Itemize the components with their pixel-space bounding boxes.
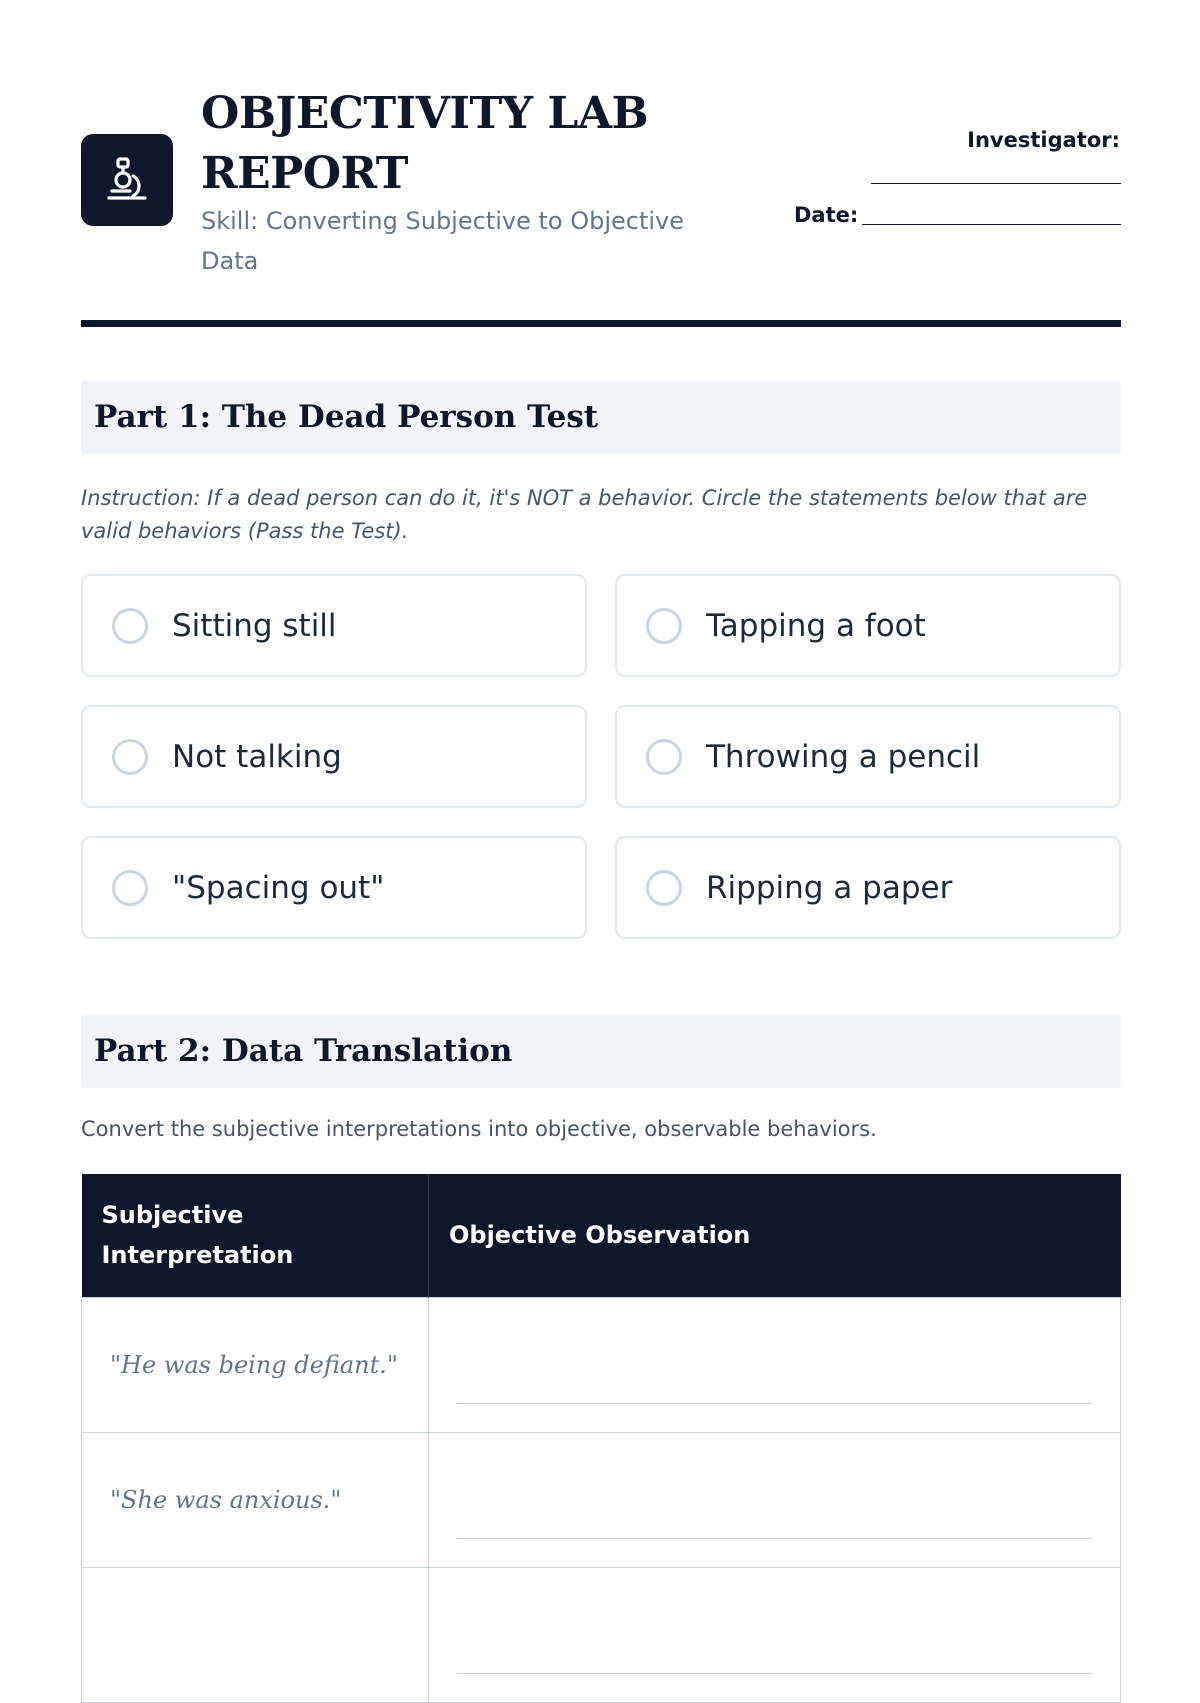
table-header-row (82, 1174, 1121, 1297)
answer-line (457, 1538, 1092, 1539)
radio-circle-icon[interactable] (646, 870, 682, 906)
option-ripping-a-paper[interactable] (615, 836, 1121, 939)
part1-instruction: Instruction: If a dead person can do it, it's NOT a behavior. Circle the statements below that are valid behaviors (Pass the Test). (81, 486, 1088, 543)
option-label: Not talking (172, 738, 342, 775)
table-row (82, 1297, 1121, 1432)
column-header-subjective: Subjective Interpretation (82, 1174, 429, 1297)
report-subtitle: Skill: Converting Subjective to Objective Data (201, 207, 684, 275)
table-row (82, 1432, 1121, 1567)
objective-answer-cell[interactable] (429, 1567, 1121, 1702)
option-label: Tapping a foot (706, 607, 926, 644)
option-label: Throwing a pencil (706, 738, 981, 775)
investigator-field[interactable] (871, 183, 1121, 184)
part2-section-header (81, 1015, 1121, 1088)
option-label: "Spacing out" (172, 869, 385, 906)
option-throwing-a-pencil[interactable] (615, 705, 1121, 808)
part2-instruction: Convert the subjective interpretations into objective, observable behaviors. (81, 1117, 877, 1141)
answer-line (457, 1673, 1092, 1674)
radio-circle-icon[interactable] (112, 739, 148, 775)
data-translation-table (81, 1174, 1121, 1703)
objective-answer-cell[interactable] (429, 1297, 1121, 1432)
objective-answer-cell[interactable] (429, 1432, 1121, 1567)
header-divider (81, 320, 1121, 327)
table-row (82, 1567, 1121, 1702)
option-label: Ripping a paper (706, 869, 953, 906)
option-sitting-still[interactable] (81, 574, 587, 677)
subjective-cell: "He was being defiant." (82, 1297, 429, 1432)
subjective-cell: "She was anxious." (82, 1432, 429, 1567)
column-header-objective: Objective Observation (429, 1174, 1121, 1297)
subjective-cell (82, 1567, 429, 1702)
date-field[interactable] (862, 224, 1121, 225)
date-label: Date: (794, 203, 859, 227)
radio-circle-icon[interactable] (112, 608, 148, 644)
radio-circle-icon[interactable] (646, 608, 682, 644)
option-spacing-out[interactable] (81, 836, 587, 939)
option-label: Sitting still (172, 607, 337, 644)
answer-line (457, 1403, 1092, 1404)
option-not-talking[interactable] (81, 705, 587, 808)
option-tapping-a-foot[interactable] (615, 574, 1121, 677)
part1-heading: Part 1: The Dead Person Test (94, 399, 599, 435)
logo-badge (81, 134, 173, 226)
microscope-icon (104, 155, 150, 205)
radio-circle-icon[interactable] (646, 739, 682, 775)
radio-circle-icon[interactable] (112, 870, 148, 906)
report-title: OBJECTIVITY LAB REPORT (201, 88, 649, 199)
part1-section-header (81, 381, 1121, 454)
part2-heading: Part 2: Data Translation (94, 1033, 513, 1069)
behavior-options-grid (81, 574, 1121, 939)
investigator-label: Investigator: (967, 128, 1120, 152)
